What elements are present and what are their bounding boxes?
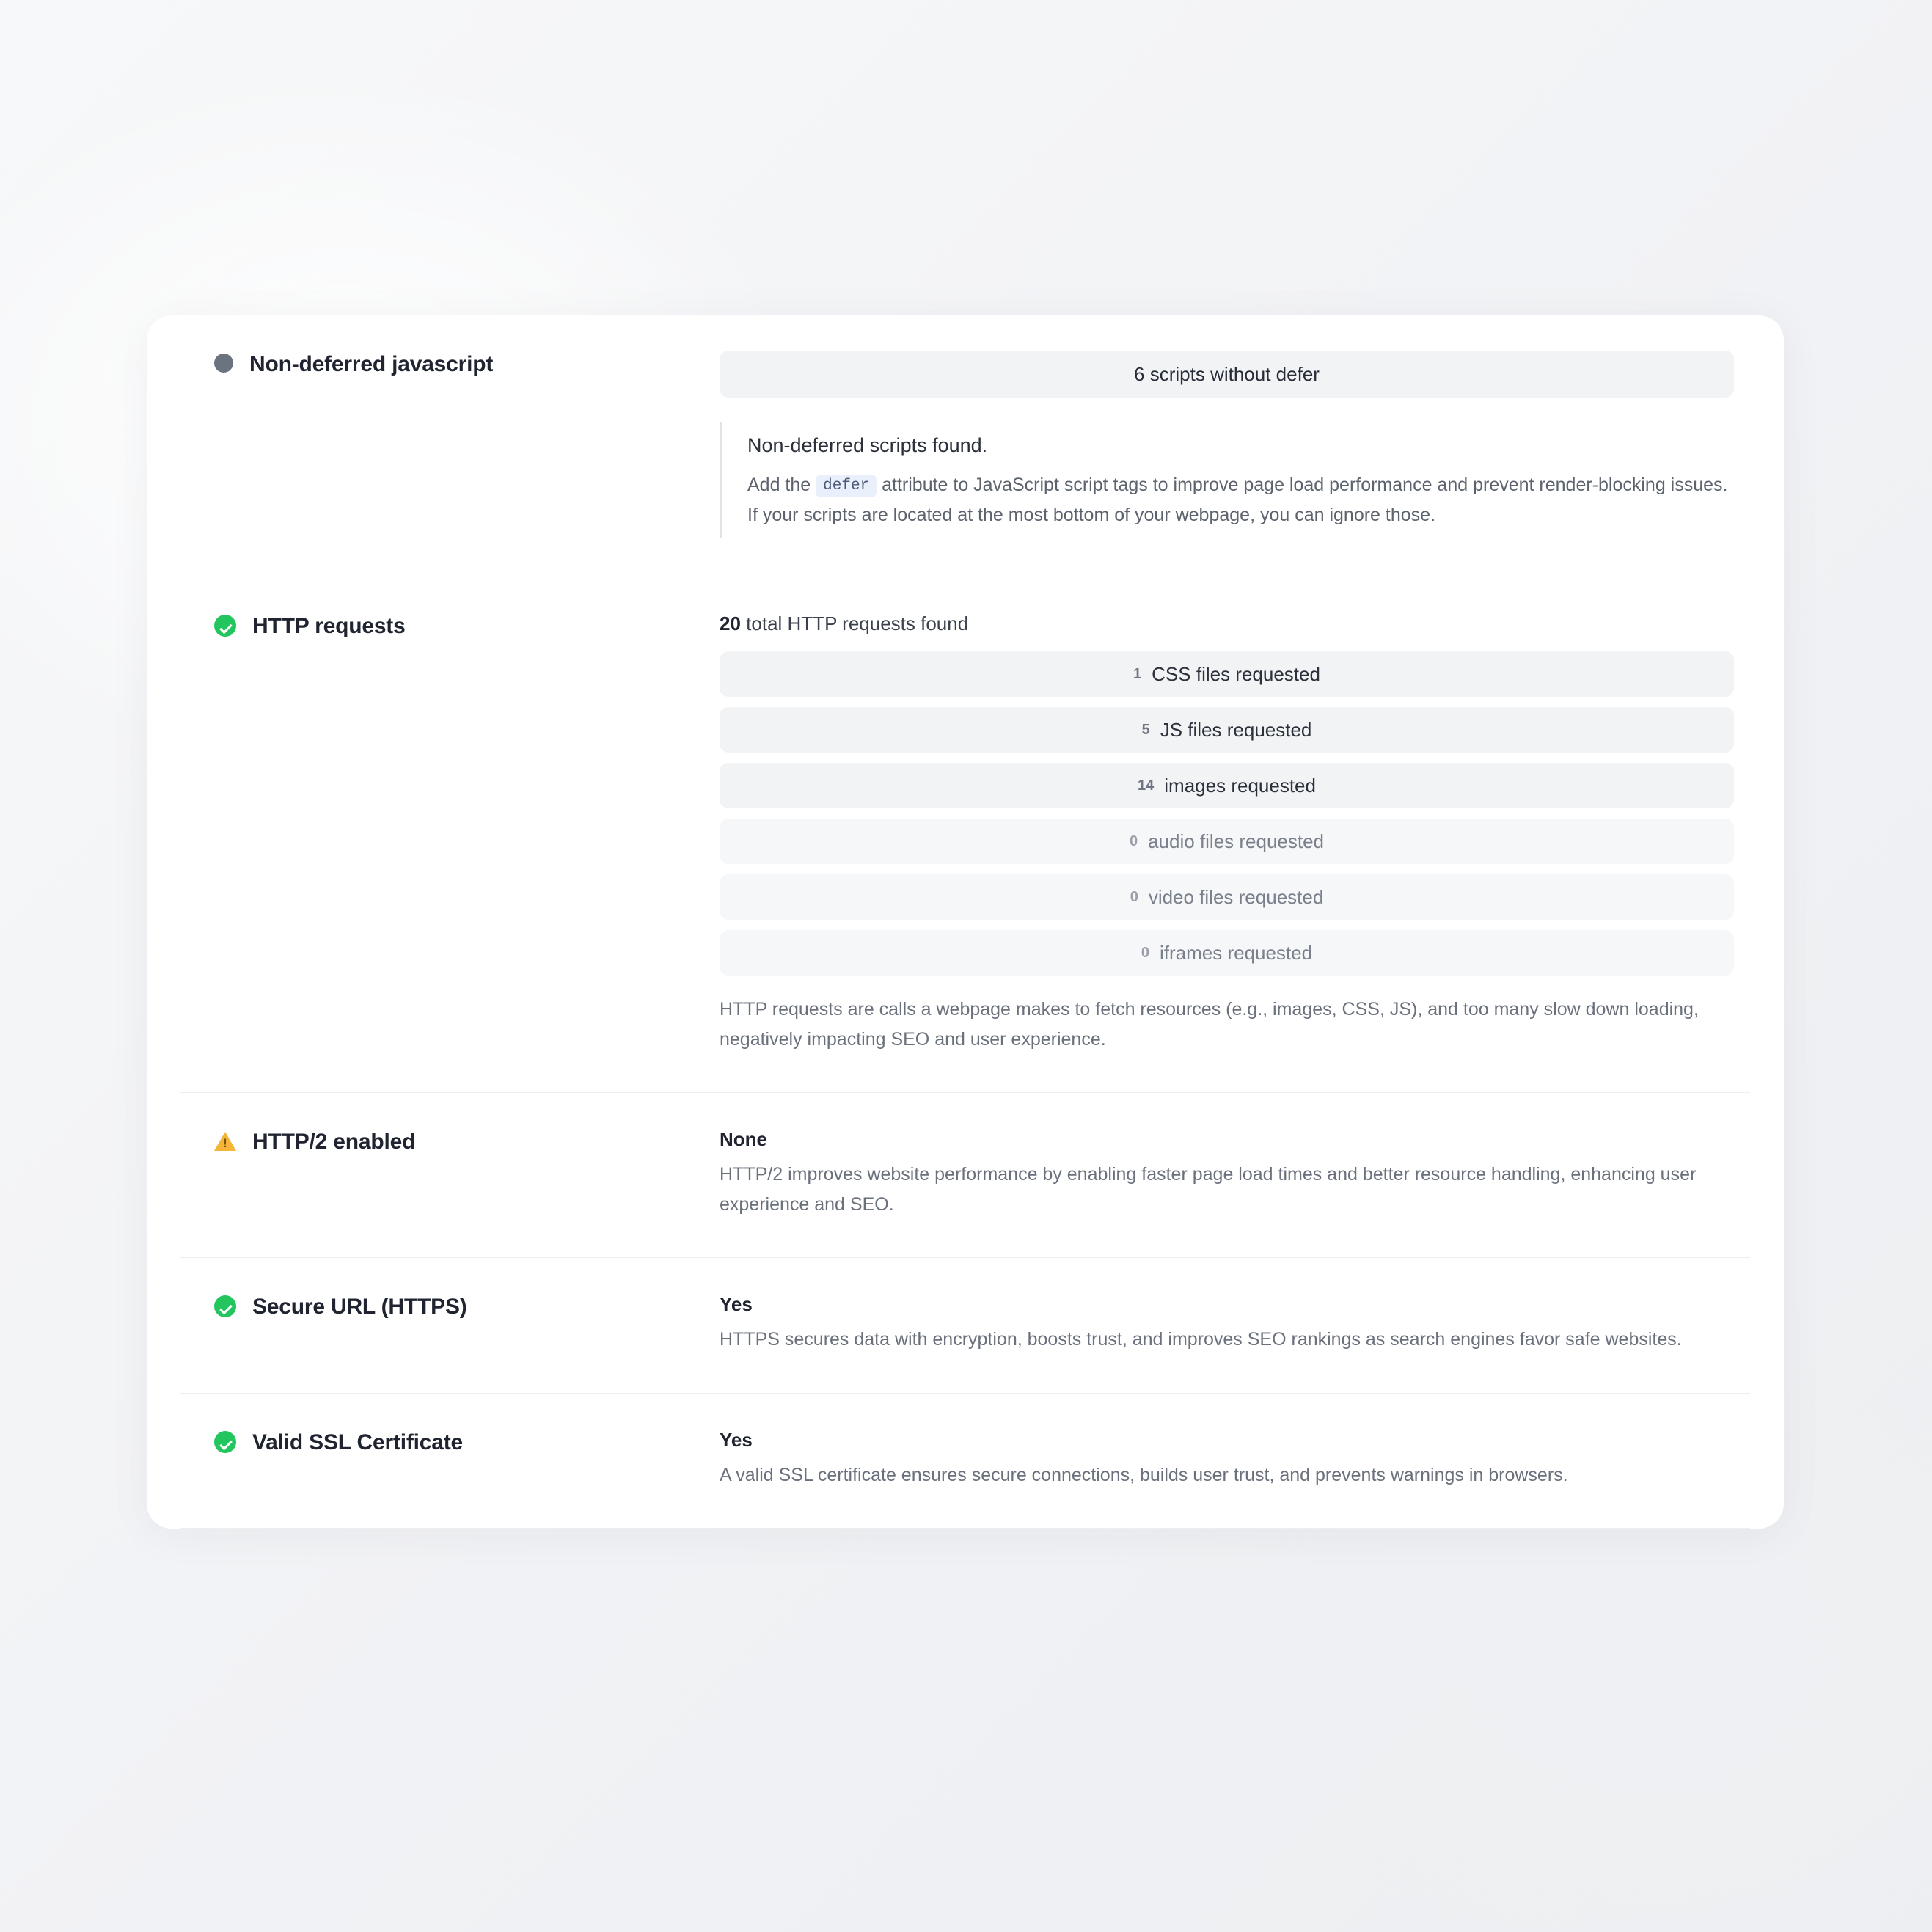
check-circle-icon: [214, 1431, 236, 1453]
callout-text-after: attribute to JavaScript script tags to improve page load performance and prevent render-blocking issues. If your scripts are located at the most bottom of your webpage, you can ignore those.: [747, 475, 1728, 525]
row-title: Valid SSL Certificate: [252, 1430, 464, 1455]
row-label: [180, 1128, 720, 1154]
audit-results-card: [147, 315, 1784, 1529]
resource-count: 0: [1141, 944, 1149, 961]
row-body: [720, 351, 1750, 538]
total-requests-line: [720, 612, 1734, 635]
resource-pill-css: [720, 651, 1734, 697]
row-value: Yes: [720, 1293, 753, 1315]
row-description: HTTP requests are calls a webpage makes to fetch resources (e.g., images, CSS, JS), and too many slow down loading, negatively impacting SEO and user experience.: [720, 999, 1699, 1050]
resource-count: 14: [1138, 777, 1155, 794]
pill-label: 6 scripts without defer: [1134, 362, 1320, 385]
resource-label: images requested: [1164, 774, 1316, 797]
non-deferred-callout: [720, 422, 1734, 538]
neutral-dot-icon: [214, 354, 233, 373]
audit-row-secure-url-https: [180, 1258, 1750, 1394]
audit-row-http2-enabled: [180, 1093, 1750, 1258]
resource-label: audio files requested: [1148, 830, 1325, 852]
callout-title: Non-deferred scripts found.: [747, 434, 988, 456]
resource-count: 5: [1141, 721, 1150, 738]
resource-count: 1: [1133, 665, 1142, 682]
row-value: Yes: [720, 1428, 753, 1451]
audit-row-non-deferred-javascript: [180, 315, 1750, 577]
total-requests-count: 20: [720, 612, 741, 634]
scripts-without-defer-pill: [720, 351, 1734, 398]
resource-label: video files requested: [1148, 885, 1324, 908]
total-requests-suffix: total HTTP requests found: [746, 612, 969, 634]
row-title: Non-deferred javascript: [249, 352, 494, 376]
check-circle-icon: [214, 615, 236, 637]
resource-count: 0: [1129, 833, 1138, 849]
row-description: HTTPS secures data with encryption, boosts trust, and improves SEO rankings as search engines favor safe websites.: [720, 1329, 1682, 1350]
audit-row-http-requests: [180, 577, 1750, 1093]
resource-count: 0: [1130, 888, 1138, 905]
defer-code-token: defer: [816, 475, 877, 497]
row-description: A valid SSL certificate ensures secure connections, builds user trust, and prevents warnings in browsers.: [720, 1464, 1568, 1485]
resource-pill-images: [720, 763, 1734, 808]
row-title: HTTP/2 enabled: [252, 1130, 416, 1154]
audit-row-valid-ssl-certificate: [180, 1394, 1750, 1529]
resource-label: iframes requested: [1160, 941, 1313, 964]
row-label: [180, 351, 720, 376]
row-value: None: [720, 1128, 767, 1150]
row-body: [720, 1429, 1750, 1490]
resource-pill-video: [720, 874, 1734, 920]
row-title: HTTP requests: [252, 614, 406, 638]
row-label: [180, 612, 720, 638]
callout-text: [747, 470, 1734, 530]
resource-label: CSS files requested: [1152, 662, 1320, 685]
row-label: [180, 1293, 720, 1319]
row-body: [720, 612, 1750, 1054]
row-body: [720, 1293, 1750, 1355]
row-label: [180, 1429, 720, 1455]
row-title: Secure URL (HTTPS): [252, 1295, 467, 1319]
resource-label: JS files requested: [1160, 718, 1312, 741]
row-body: [720, 1128, 1750, 1219]
resource-pill-iframes: [720, 930, 1734, 976]
resource-pill-js: [720, 707, 1734, 753]
row-description: HTTP/2 improves website performance by enabling faster page load times and better resource handling, enhancing user experience and SEO.: [720, 1164, 1697, 1215]
resource-pill-audio: [720, 819, 1734, 864]
callout-text-before: Add the: [747, 475, 811, 495]
check-circle-icon: [214, 1295, 236, 1317]
